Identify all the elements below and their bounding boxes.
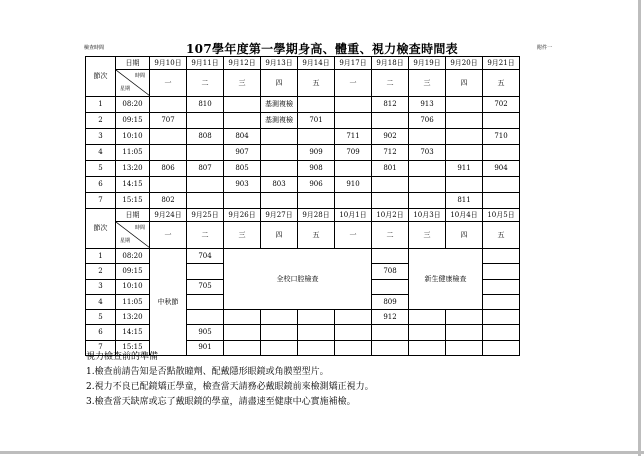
table-row (86, 145, 520, 161)
time-cell: 08:20 (116, 97, 150, 113)
class-cell (409, 340, 446, 355)
class-cell: 809 (372, 294, 409, 309)
class-cell: 710 (483, 129, 520, 145)
class-cell: 709 (335, 145, 372, 161)
week1-rows (86, 97, 520, 209)
class-cell: 910 (335, 177, 372, 193)
weekday-cell: 二 (372, 222, 409, 249)
date-label: 日期 (116, 209, 150, 222)
class-cell (409, 161, 446, 177)
time-cell: 15:15 (116, 193, 150, 209)
class-cell (483, 294, 520, 309)
class-cell: 908 (298, 161, 335, 177)
class-cell (483, 340, 520, 355)
class-cell: 706 (409, 113, 446, 129)
date-cell: 9月24日 (150, 209, 187, 222)
class-cell (187, 294, 224, 309)
table-row (86, 97, 520, 113)
date-cell: 9月10日 (150, 57, 187, 70)
time-cell: 09:15 (116, 113, 150, 129)
class-cell (372, 177, 409, 193)
class-cell: 704 (187, 249, 224, 264)
weekday-cell: 一 (150, 222, 187, 249)
class-cell: 712 (372, 145, 409, 161)
class-cell (409, 193, 446, 209)
class-cell: 901 (187, 340, 224, 355)
weekday-label: 星期 (120, 86, 131, 92)
class-cell: 902 (372, 129, 409, 145)
period-cell: 5 (86, 310, 116, 325)
table-row (86, 161, 520, 177)
class-cell (372, 325, 409, 340)
table-row (86, 113, 520, 129)
weekday-cell: 四 (446, 222, 483, 249)
class-cell (335, 325, 372, 340)
class-cell: 808 (187, 129, 224, 145)
class-cell (483, 249, 520, 264)
period-cell: 4 (86, 145, 116, 161)
date-cell: 9月26日 (224, 209, 261, 222)
time-cell: 13:20 (116, 161, 150, 177)
class-cell: 909 (298, 145, 335, 161)
class-cell: 711 (335, 129, 372, 145)
class-cell: 911 (446, 161, 483, 177)
weekday-cell: 三 (409, 222, 446, 249)
class-cell (224, 97, 261, 113)
class-cell: 906 (298, 177, 335, 193)
class-cell: 903 (224, 177, 261, 193)
class-cell: 806 (150, 161, 187, 177)
weekday-cell: 五 (298, 70, 335, 97)
period-cell: 1 (86, 249, 116, 264)
class-cell: 701 (298, 113, 335, 129)
class-cell (409, 177, 446, 193)
period-cell: 2 (86, 264, 116, 279)
table-row (86, 249, 520, 264)
weekday-cell: 二 (187, 70, 224, 97)
class-cell (224, 325, 261, 340)
period-cell: 7 (86, 340, 116, 355)
class-cell: 基測複檢 (261, 113, 298, 129)
time-weekday-header (116, 70, 150, 97)
class-cell: 804 (224, 129, 261, 145)
period-cell: 3 (86, 279, 116, 294)
week2-rows (86, 249, 520, 356)
class-cell: 812 (372, 97, 409, 113)
date-cell: 9月27日 (261, 209, 298, 222)
class-cell (446, 325, 483, 340)
class-cell (298, 97, 335, 113)
preparation-item: 1.檢查前請告知是否點散瞳劑、配戴隱形眼鏡或角膜塑型片。 (86, 367, 329, 377)
class-cell (446, 310, 483, 325)
class-cell (298, 325, 335, 340)
time-cell: 13:20 (116, 310, 150, 325)
class-cell (150, 129, 187, 145)
table-row (86, 193, 520, 209)
class-cell: 702 (483, 97, 520, 113)
class-cell (446, 129, 483, 145)
class-cell (150, 97, 187, 113)
class-cell (372, 193, 409, 209)
weekday-cell: 四 (261, 70, 298, 97)
period-cell: 6 (86, 177, 116, 193)
holiday-cell: 中秋節 (150, 249, 187, 356)
time-weekday-header (116, 222, 150, 249)
page-edge-bottom (0, 451, 644, 454)
class-cell (261, 310, 298, 325)
preparation-notes (86, 350, 374, 410)
oral-checkup-cell: 全校口腔檢查 (224, 249, 372, 310)
class-cell (261, 129, 298, 145)
weekday-cell: 三 (224, 70, 261, 97)
class-cell: 703 (409, 145, 446, 161)
weekday-cell: 一 (335, 222, 372, 249)
class-cell: 801 (372, 161, 409, 177)
date-cell: 9月28日 (298, 209, 335, 222)
class-cell: 807 (187, 161, 224, 177)
class-cell: 913 (409, 97, 446, 113)
class-cell: 904 (483, 161, 520, 177)
weekday-cell: 三 (409, 70, 446, 97)
page-edge-right (638, 0, 641, 456)
class-cell (335, 113, 372, 129)
weekday-cell: 五 (483, 222, 520, 249)
time-label: 時間 (134, 73, 145, 79)
class-cell (187, 145, 224, 161)
weekday-label: 星期 (120, 238, 131, 244)
class-cell (372, 249, 409, 264)
class-cell (409, 325, 446, 340)
class-cell: 805 (224, 161, 261, 177)
time-cell: 08:20 (116, 249, 150, 264)
date-cell: 10月5日 (483, 209, 520, 222)
time-cell: 11:05 (116, 145, 150, 161)
table-row (86, 177, 520, 193)
preparation-item: 3.檢查當天缺席或忘了戴眼鏡的學童，請盡速至健康中心實施補檢。 (86, 397, 356, 407)
period-cell: 2 (86, 113, 116, 129)
class-cell (224, 113, 261, 129)
class-cell (409, 310, 446, 325)
class-cell (372, 279, 409, 294)
date-cell: 10月4日 (446, 209, 483, 222)
class-cell: 802 (150, 193, 187, 209)
class-cell: 基測複檢 (261, 97, 298, 113)
period-cell: 1 (86, 97, 116, 113)
attachment-label: 附件一 (537, 45, 553, 51)
class-cell (446, 340, 483, 355)
class-cell (187, 264, 224, 279)
time-cell: 15:15 (116, 340, 150, 355)
class-cell (483, 145, 520, 161)
class-cell (335, 97, 372, 113)
table-row (86, 129, 520, 145)
time-cell: 10:10 (116, 129, 150, 145)
class-cell: 707 (150, 113, 187, 129)
class-cell: 708 (372, 264, 409, 279)
class-cell (187, 113, 224, 129)
period-cell: 3 (86, 129, 116, 145)
time-cell: 09:15 (116, 264, 150, 279)
date-cell: 9月19日 (409, 57, 446, 70)
class-cell (261, 193, 298, 209)
schedule-table-week1 (85, 56, 520, 209)
class-cell (483, 325, 520, 340)
date-cell: 9月11日 (187, 57, 224, 70)
class-cell (446, 145, 483, 161)
class-cell: 810 (187, 97, 224, 113)
class-cell: 803 (261, 177, 298, 193)
time-cell: 14:15 (116, 325, 150, 340)
class-cell (446, 97, 483, 113)
class-cell (446, 113, 483, 129)
class-cell: 907 (224, 145, 261, 161)
class-cell (372, 113, 409, 129)
class-cell: 912 (372, 310, 409, 325)
class-cell: 905 (187, 325, 224, 340)
class-cell (187, 193, 224, 209)
freshman-checkup-cell: 新生健康檢查 (409, 249, 483, 310)
preparation-item: 2.視力不良已配鏡矯正學童，檢查當天請務必戴眼鏡前來檢測矯正視力。 (86, 382, 374, 392)
class-cell (261, 161, 298, 177)
class-cell (224, 193, 261, 209)
class-cell (298, 129, 335, 145)
time-cell: 14:15 (116, 177, 150, 193)
date-cell: 9月14日 (298, 57, 335, 70)
date-cell: 9月12日 (224, 57, 261, 70)
class-cell (298, 193, 335, 209)
date-cell: 9月25日 (187, 209, 224, 222)
weekday-cell: 一 (150, 70, 187, 97)
time-cell: 11:05 (116, 294, 150, 309)
class-cell (483, 193, 520, 209)
date-cell: 10月1日 (335, 209, 372, 222)
date-cell: 9月18日 (372, 57, 409, 70)
weekday-cell: 五 (483, 70, 520, 97)
date-cell: 9月17日 (335, 57, 372, 70)
header-left-note: 檢查時間 (84, 45, 105, 51)
date-cell: 9月21日 (483, 57, 520, 70)
class-cell (261, 145, 298, 161)
class-cell (483, 113, 520, 129)
section-header: 節次 (86, 209, 116, 249)
class-cell (224, 310, 261, 325)
weekday-cell: 四 (261, 222, 298, 249)
class-cell: 705 (187, 279, 224, 294)
class-cell (150, 145, 187, 161)
weekday-cell: 二 (372, 70, 409, 97)
weekday-cell: 四 (446, 70, 483, 97)
class-cell (187, 310, 224, 325)
schedule-table-week2 (85, 208, 520, 356)
weekday-cell: 三 (224, 222, 261, 249)
class-cell (298, 310, 335, 325)
section-header: 節次 (86, 57, 116, 97)
date-cell: 10月3日 (409, 209, 446, 222)
class-cell (483, 310, 520, 325)
period-cell: 5 (86, 161, 116, 177)
preparation-heading: 視力檢查前的準備 (86, 352, 159, 362)
date-cell: 9月13日 (261, 57, 298, 70)
time-cell: 10:10 (116, 279, 150, 294)
class-cell: 811 (446, 193, 483, 209)
class-cell (483, 264, 520, 279)
class-cell (372, 340, 409, 355)
period-cell: 7 (86, 193, 116, 209)
class-cell (187, 177, 224, 193)
class-cell (446, 177, 483, 193)
class-cell (150, 177, 187, 193)
class-cell (261, 325, 298, 340)
period-cell: 4 (86, 294, 116, 309)
class-cell (409, 129, 446, 145)
weekday-cell: 一 (335, 70, 372, 97)
class-cell (335, 193, 372, 209)
class-cell (335, 161, 372, 177)
weekday-cell: 二 (187, 222, 224, 249)
class-cell (335, 310, 372, 325)
class-cell (483, 177, 520, 193)
date-label: 日期 (116, 57, 150, 70)
time-label: 時間 (134, 225, 145, 231)
weekday-cell: 五 (298, 222, 335, 249)
class-cell (483, 279, 520, 294)
page-title: 107學年度第一學期身高、體重、視力檢查時間表 (186, 42, 458, 56)
date-cell: 10月2日 (372, 209, 409, 222)
period-cell: 6 (86, 325, 116, 340)
date-cell: 9月20日 (446, 57, 483, 70)
